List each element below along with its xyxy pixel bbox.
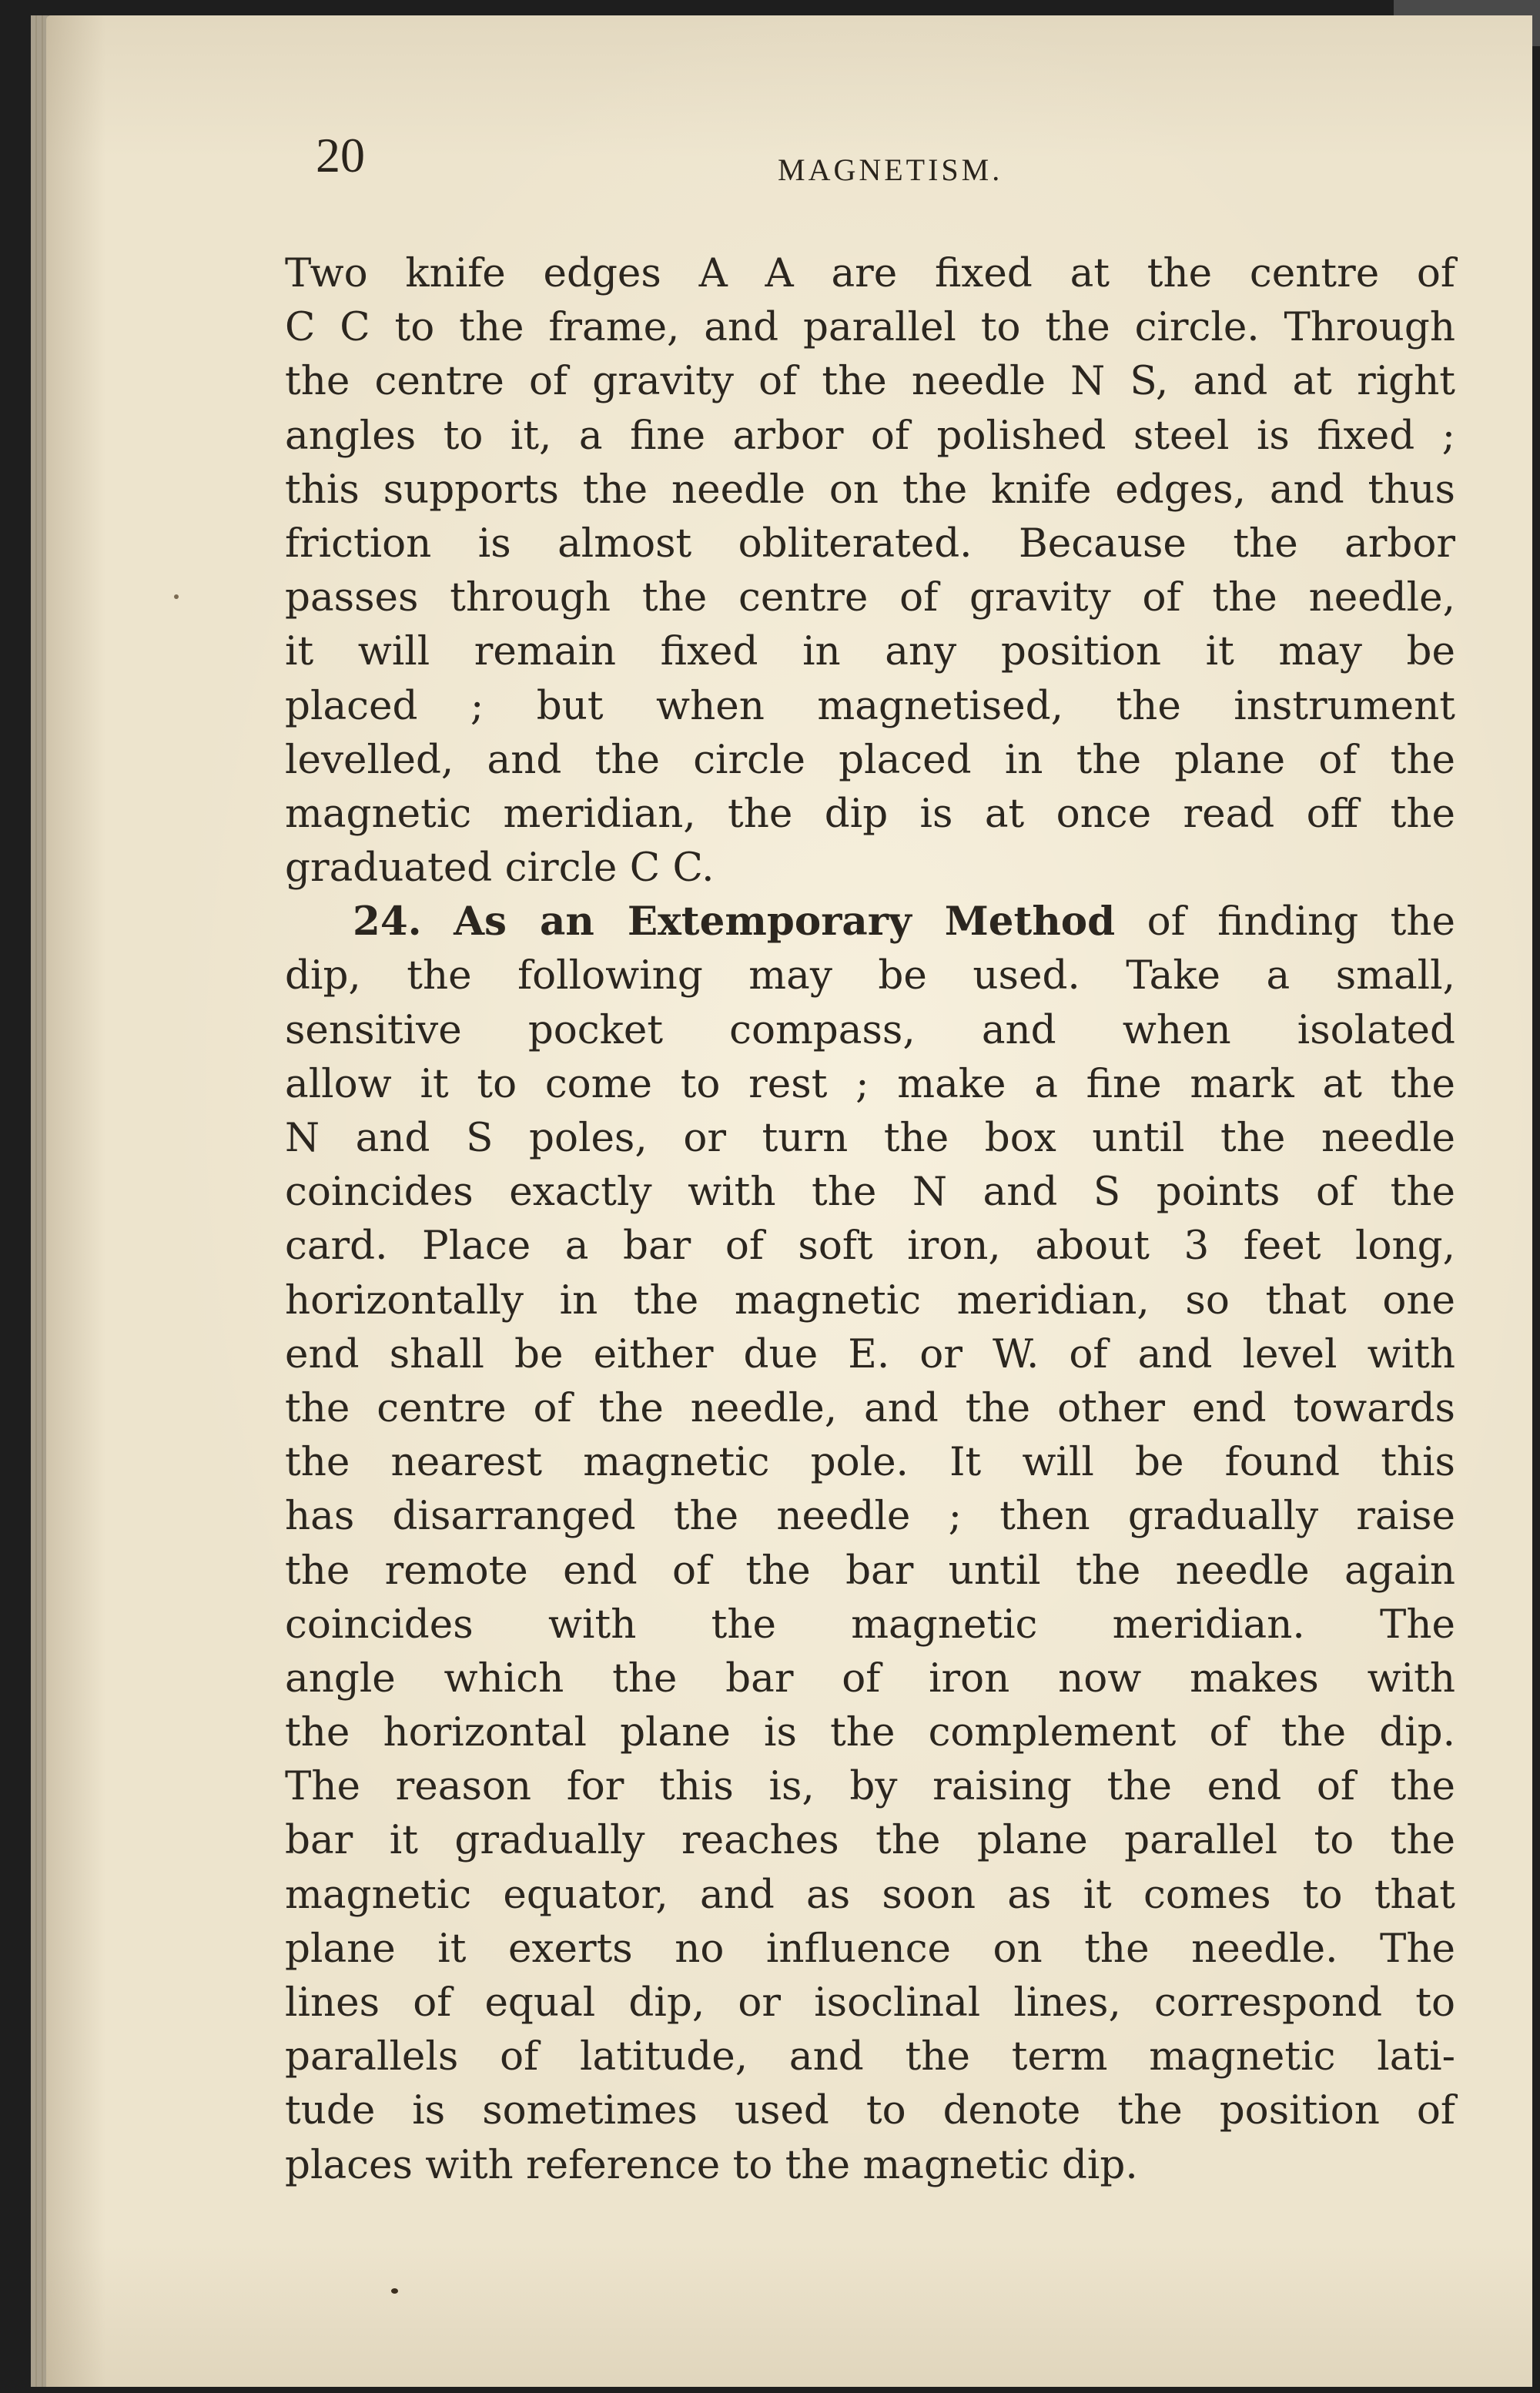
text-line: dip, the following may be used. Take a small,: [285, 952, 1455, 999]
text-line: coincides exactly with the N and S points of the: [285, 1169, 1455, 1216]
page-header: [316, 127, 1471, 196]
text-line: The reason for this is, by raising the end of the: [285, 1763, 1455, 1810]
margin-mark: [174, 594, 179, 599]
section-first-line-text: of finding the: [1147, 899, 1455, 945]
section-first-line: [285, 895, 1455, 949]
ink-speck: [391, 2288, 398, 2294]
page-number: 20: [316, 128, 365, 182]
text-line: the remote end of the bar until the needle again: [285, 1547, 1455, 1594]
text-line: Two knife edges A A are fixed at the centre of: [285, 250, 1455, 296]
text-line: the nearest magnetic pole. It will be found this: [285, 1439, 1455, 1486]
text-line: the centre of the needle, and the other end towards: [285, 1384, 1455, 1431]
body-text: [285, 246, 1455, 2192]
text-line: N and S poles, or turn the box until the needle: [285, 1115, 1455, 1161]
text-line: C C to the frame, and parallel to the circle. Through: [285, 304, 1455, 351]
text-line: angles to it, a fine arbor of polished steel is fixed ;: [285, 412, 1455, 459]
text-line: the centre of gravity of the needle N S, and at right: [285, 358, 1455, 405]
text-line: has disarranged the needle ; then gradually raise: [285, 1493, 1455, 1540]
text-line: angle which the bar of iron now makes with: [285, 1655, 1455, 1702]
text-line: it will remain fixed in any position it may be: [285, 628, 1455, 675]
text-line: card. Place a bar of soft iron, about 3 feet long,: [285, 1223, 1455, 1270]
section-number: 24.: [353, 899, 422, 945]
text-line: friction is almost obliterated. Because the arbor: [285, 520, 1455, 567]
text-line: bar it gradually reaches the plane parallel to the: [285, 1817, 1455, 1864]
text-line: magnetic equator, and as soon as it comes to that: [285, 1871, 1455, 1918]
text-line: placed ; but when magnetised, the instrument: [285, 682, 1455, 729]
text-line: levelled, and the circle placed in the plane of the: [285, 736, 1455, 783]
text-line: coincides with the magnetic meridian. The: [285, 1601, 1455, 1648]
text-line: end shall be either due E. or W. of and level with: [285, 1330, 1455, 1377]
text-line: parallels of latitude, and the term magnetic lati-: [285, 2033, 1455, 2080]
text-line: horizontally in the magnetic meridian, so that one: [285, 1277, 1455, 1324]
running-title: MAGNETISM.: [778, 152, 1003, 187]
text-line: this supports the needle on the knife edges, and thus: [285, 466, 1455, 513]
text-line: graduated circle C C.: [285, 845, 715, 892]
text-line: magnetic meridian, the dip is at once read off the: [285, 790, 1455, 837]
text-line: places with reference to the magnetic dip.: [285, 2141, 1138, 2188]
text-line: lines of equal dip, or isoclinal lines, correspond to: [285, 1980, 1455, 2026]
text-line: passes through the centre of gravity of the needle,: [285, 574, 1455, 621]
text-line: the horizontal plane is the complement of the dip.: [285, 1709, 1455, 1756]
text-line: tude is sometimes used to denote the position of: [285, 2087, 1455, 2134]
section-heading: As an Extemporary Method: [454, 899, 1116, 945]
text-line: allow it to come to rest ; make a fine mark at the: [285, 1060, 1455, 1107]
text-line: sensitive pocket compass, and when isolated: [285, 1006, 1455, 1053]
text-line: plane it exerts no influence on the needle. The: [285, 1925, 1455, 1972]
